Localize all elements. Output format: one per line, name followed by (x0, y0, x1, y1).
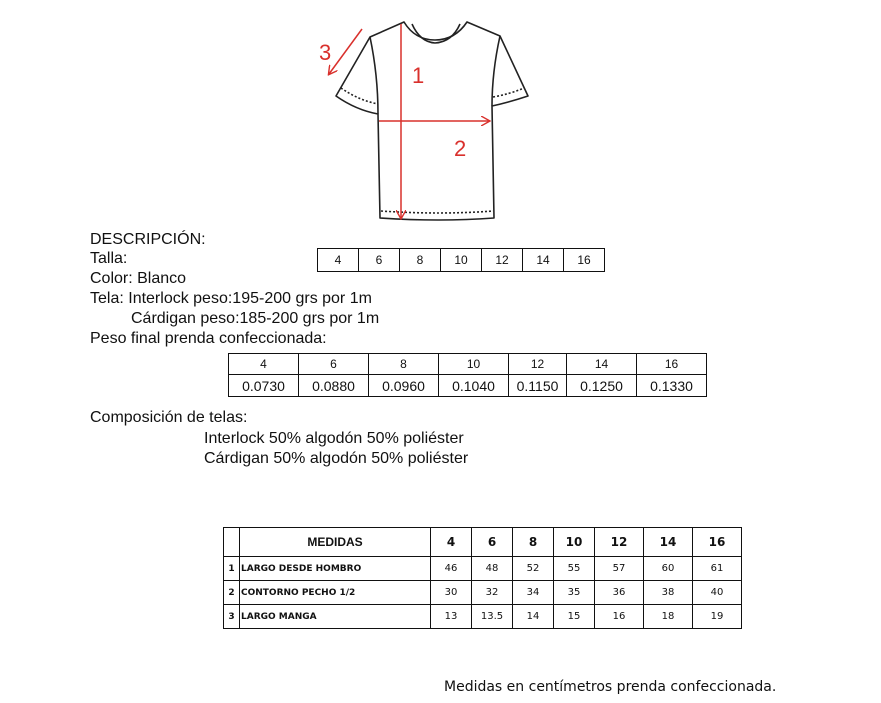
measure-value: 16 (595, 605, 644, 629)
weight-size-header: 4 (229, 354, 299, 375)
arrow-3 (329, 29, 362, 74)
weight-value: 0.1150 (509, 375, 567, 397)
measure-value: 34 (513, 581, 554, 605)
size-cell: 12 (482, 249, 523, 272)
weight-value: 0.0730 (229, 375, 299, 397)
weight-value: 0.0960 (369, 375, 439, 397)
measure-value: 38 (644, 581, 693, 605)
tela-line-1: Tela: Interlock peso:195-200 grs por 1m (90, 290, 372, 307)
row-label: CONTORNO PECHO 1/2 (240, 581, 431, 605)
row-label: LARGO MANGA (240, 605, 431, 629)
weight-value: 0.1330 (637, 375, 707, 397)
weight-size-header: 6 (299, 354, 369, 375)
label-2: 2 (454, 136, 467, 161)
footer-note: Medidas en centímetros prenda confeccionada. (444, 679, 777, 695)
description-heading: DESCRIPCIÓN: (90, 231, 206, 248)
weight-table (228, 353, 707, 397)
measure-value: 14 (513, 605, 554, 629)
measure-value: 36 (595, 581, 644, 605)
table-row (224, 581, 742, 605)
row-label: LARGO DESDE HOMBRO (240, 557, 431, 581)
talla-label: Talla: (90, 250, 128, 267)
weight-size-header: 14 (567, 354, 637, 375)
measure-value: 19 (693, 605, 742, 629)
size-header: 6 (472, 528, 513, 557)
size-header: 8 (513, 528, 554, 557)
size-cell: 6 (359, 249, 400, 272)
size-header: 12 (595, 528, 644, 557)
measure-value: 57 (595, 557, 644, 581)
size-cell: 10 (441, 249, 482, 272)
size-table (317, 248, 605, 272)
composition-line-2: Cárdigan 50% algodón 50% poliéster (204, 450, 469, 467)
size-cell: 14 (523, 249, 564, 272)
measure-value: 30 (431, 581, 472, 605)
index-header (224, 528, 240, 557)
measure-value: 48 (472, 557, 513, 581)
row-number: 3 (224, 605, 240, 629)
size-cell: 8 (400, 249, 441, 272)
weight-value: 0.0880 (299, 375, 369, 397)
label-1: 1 (412, 63, 425, 88)
table-row (224, 605, 742, 629)
tela-line-2: Cárdigan peso:185-200 grs por 1m (131, 310, 380, 327)
size-header: 16 (693, 528, 742, 557)
size-header: 10 (554, 528, 595, 557)
weight-value: 0.1250 (567, 375, 637, 397)
measure-value: 15 (554, 605, 595, 629)
composition-heading: Composición de telas: (90, 409, 248, 426)
weight-size-header: 12 (509, 354, 567, 375)
measure-value: 40 (693, 581, 742, 605)
peso-label: Peso final prenda confeccionada: (90, 330, 327, 347)
color-line: Color: Blanco (90, 270, 187, 287)
measure-value: 18 (644, 605, 693, 629)
size-cell: 16 (564, 249, 605, 272)
measure-value: 60 (644, 557, 693, 581)
measure-value: 46 (431, 557, 472, 581)
size-header: 4 (431, 528, 472, 557)
measure-value: 13 (431, 605, 472, 629)
weight-value: 0.1040 (439, 375, 509, 397)
measures-table (223, 527, 742, 629)
composition-line-1: Interlock 50% algodón 50% poliéster (204, 430, 464, 447)
measures-title: MEDIDAS (240, 528, 431, 557)
table-row (224, 557, 742, 581)
measure-value: 13.5 (472, 605, 513, 629)
measure-value: 32 (472, 581, 513, 605)
measure-value: 55 (554, 557, 595, 581)
weight-size-header: 16 (637, 354, 707, 375)
tshirt-diagram (300, 15, 560, 230)
row-number: 1 (224, 557, 240, 581)
measure-value: 61 (693, 557, 742, 581)
weight-size-header: 8 (369, 354, 439, 375)
weight-size-header: 10 (439, 354, 509, 375)
measure-value: 35 (554, 581, 595, 605)
size-header: 14 (644, 528, 693, 557)
row-number: 2 (224, 581, 240, 605)
size-cell: 4 (318, 249, 359, 272)
measure-value: 52 (513, 557, 554, 581)
label-3: 3 (319, 40, 332, 65)
